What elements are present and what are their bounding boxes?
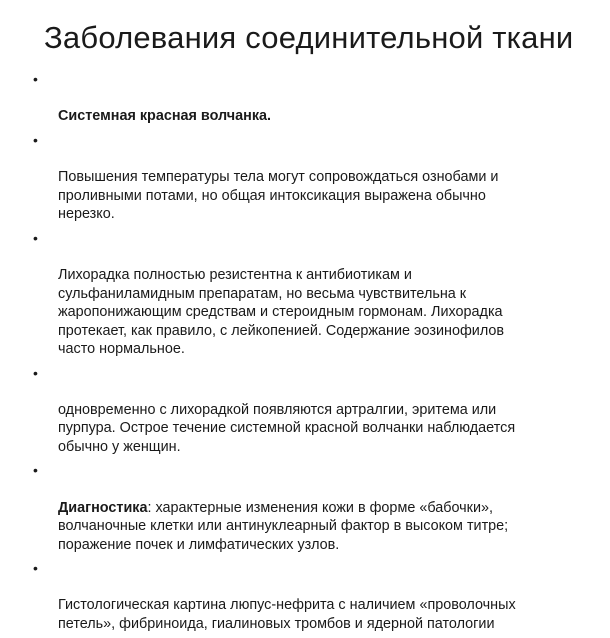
bullet-lead: Диагностика [58, 499, 148, 516]
bullet-lead: Системная красная волчанка. [58, 108, 272, 125]
bullet-item-resistance [0, 229, 610, 359]
bullet-dot-icon: • [33, 364, 38, 381]
bullet-text: Гистологическая картина люпус-нефрита с наличием «проволочных петель», фибриноида, гиалиновых тромбов и ядерной патологии [58, 597, 516, 632]
bullet-list [0, 70, 610, 638]
slide-title: Заболевания соединительной ткани [44, 20, 574, 55]
bullet-text: одновременно с лихорадкой появляются артралгии, эритема или пурпура. Острое течение системной красной волчанки наблюдается обычно у женщин. [58, 401, 516, 456]
bullet-text: Лихорадка полностью резистентна к антибиотикам и сульфаниламидным препаратам, но весьма чувствительна к жаропонижающим средствам и стероидным гормонам. Лихорадка протекает, как правило, с лейкопенией. Содержание эозинофилов часто нормальное. [58, 266, 505, 358]
bullet-dot-icon: • [33, 560, 38, 577]
bullet-dot-icon: • [33, 131, 38, 148]
bullet-item-arthralgia [0, 364, 610, 457]
bullet-item-fever [0, 131, 610, 224]
bullet-item-histology [0, 559, 610, 633]
bullet-item-diagnostics [0, 461, 610, 554]
bullet-dot-icon: • [33, 462, 38, 479]
bullet-item-sle [0, 70, 610, 126]
bullet-dot-icon: • [33, 71, 38, 87]
bullet-dot-icon: • [33, 229, 38, 246]
bullet-text: Повышения температуры тела могут сопровождаться ознобами и проливными потами, но общая интоксикация выражена обычно нерезко. [58, 169, 499, 223]
bullet-text: : характерные изменения кожи в форме «бабочки», волчаночные клетки или антинуклеарный фактор в высоком титре; поражение почек и лимфатических узлов. [58, 499, 509, 553]
